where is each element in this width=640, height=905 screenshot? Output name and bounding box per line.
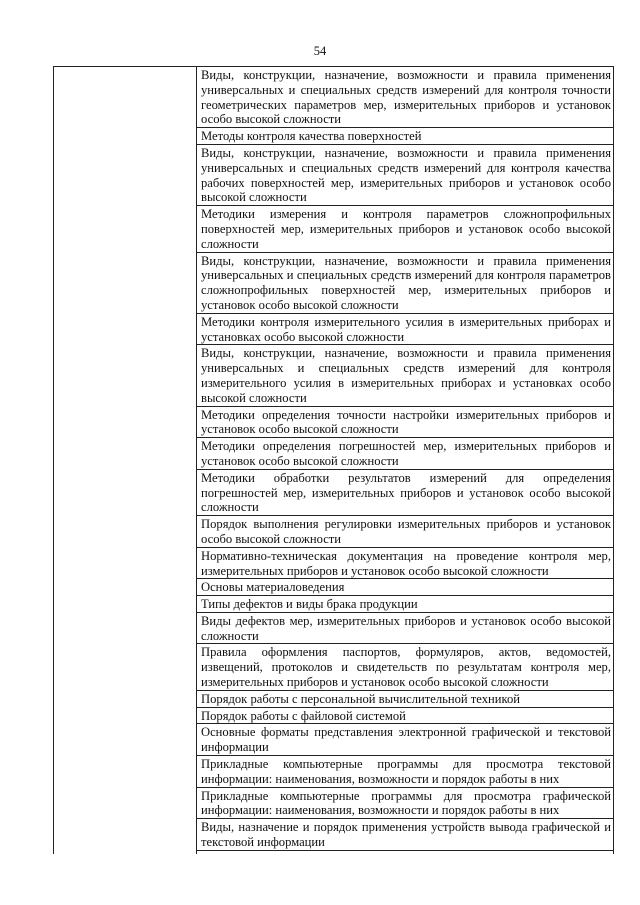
knowledge-item-text: Нормативно-техническая документация на проведение контроля мер, измерительных приборов и установок особо высокой сложности xyxy=(201,548,611,578)
knowledge-item xyxy=(197,547,614,579)
knowledge-item xyxy=(197,612,614,644)
knowledge-item-text: Типы дефектов и виды брака продукции xyxy=(201,597,418,612)
knowledge-item xyxy=(197,707,614,724)
knowledge-item xyxy=(197,345,614,406)
knowledge-item-text: Прикладные компьютерные программы для просмотра текстовой информации: наименования, возможности и порядок работы в них xyxy=(201,757,611,786)
page-bottom-margin xyxy=(0,854,640,905)
table-row xyxy=(54,67,614,128)
knowledge-item-text: Порядок работы с файловой системой xyxy=(201,708,406,723)
knowledge-item-text: Методики обработки результатов измерений для определения погрешностей мер, измерительных приборов и установок особо высокой сложности xyxy=(201,470,611,515)
knowledge-item-text: Методы контроля качества поверхностей xyxy=(201,129,422,144)
knowledge-item-text: Методики определения погрешностей мер, измерительных приборов и установок особо высокой сложности xyxy=(201,439,611,468)
knowledge-item-text: Методики определения точности настройки измерительных приборов и установок особо высокой сложности xyxy=(201,407,611,437)
knowledge-item-text: Методики измерения и контроля параметров сложнопрофильных поверхностей мер, измерительных приборов и установок особо высокой сложности xyxy=(201,207,611,251)
knowledge-item xyxy=(197,690,614,707)
knowledge-item xyxy=(197,516,614,548)
knowledge-item-text: Правила оформления паспортов, формуляров, актов, ведомостей, извещений, протоколов и свидетельств по результатам контроля мер, измерительных приборов и установок особо высокой сложности xyxy=(201,645,611,690)
knowledge-item-text: Виды, назначение и порядок применения устройств вывода графической и текстовой информации xyxy=(201,820,611,850)
knowledge-item-text: Виды, конструкции, назначение, возможности и правила применения универсальных и специальных средств измерений для контроля качества рабочих поверхностей мер, измерительных приборов и установок особо высокой сложности xyxy=(201,145,611,205)
knowledge-item xyxy=(197,756,614,788)
knowledge-item xyxy=(197,206,614,252)
knowledge-item xyxy=(197,67,614,128)
knowledge-item xyxy=(197,128,614,145)
knowledge-item-text: Виды, конструкции, назначение, возможности и правила применения универсальных и специальных средств измерений для контроля точности геометрических параметров мер, измерительных приборов и установок особо высокой сложности xyxy=(201,68,611,127)
knowledge-item-text: Прикладные компьютерные программы для просмотра графической информации: наименования, возможности и порядок работы в них xyxy=(201,788,611,818)
knowledge-item xyxy=(197,469,614,515)
knowledge-item xyxy=(197,579,614,596)
knowledge-item xyxy=(197,252,614,313)
knowledge-item xyxy=(197,819,614,851)
knowledge-item-text: Виды дефектов мер, измерительных приборов и установок особо высокой сложности xyxy=(201,613,611,643)
knowledge-item-text: Виды, конструкции, назначение, возможности и правила применения универсальных и специальных средств измерений для контроля параметров сложнопрофильных поверхностей мер, измерительных приборов и установок особо высокой сложности xyxy=(201,253,611,312)
knowledge-item-text: Основы материаловедения xyxy=(201,580,345,595)
table-body xyxy=(54,67,614,868)
knowledge-item xyxy=(197,724,614,756)
knowledge-table xyxy=(53,66,614,868)
knowledge-item-text: Основные форматы представления электронной графической и текстовой информации xyxy=(201,725,611,755)
page-number: 54 xyxy=(313,44,327,58)
knowledge-item xyxy=(197,144,614,205)
knowledge-item xyxy=(197,596,614,613)
knowledge-item xyxy=(197,313,614,345)
section-label-cell xyxy=(54,67,197,868)
knowledge-item xyxy=(197,644,614,690)
knowledge-item xyxy=(197,406,614,438)
knowledge-item-text: Порядок выполнения регулировки измерительных приборов и установок особо высокой сложности xyxy=(201,517,611,546)
knowledge-item xyxy=(197,438,614,470)
knowledge-item xyxy=(197,787,614,819)
knowledge-item-text: Виды, конструкции, назначение, возможности и правила применения универсальных и специальных средств измерений для контроля измерительного усилия в измерительных приборах и установках особо высокой сложности xyxy=(201,346,611,405)
knowledge-item-text: Методики контроля измерительного усилия в измерительных приборах и установках особо высокой сложности xyxy=(201,314,611,344)
knowledge-item-text: Порядок работы с персональной вычислительной техникой xyxy=(201,691,520,706)
